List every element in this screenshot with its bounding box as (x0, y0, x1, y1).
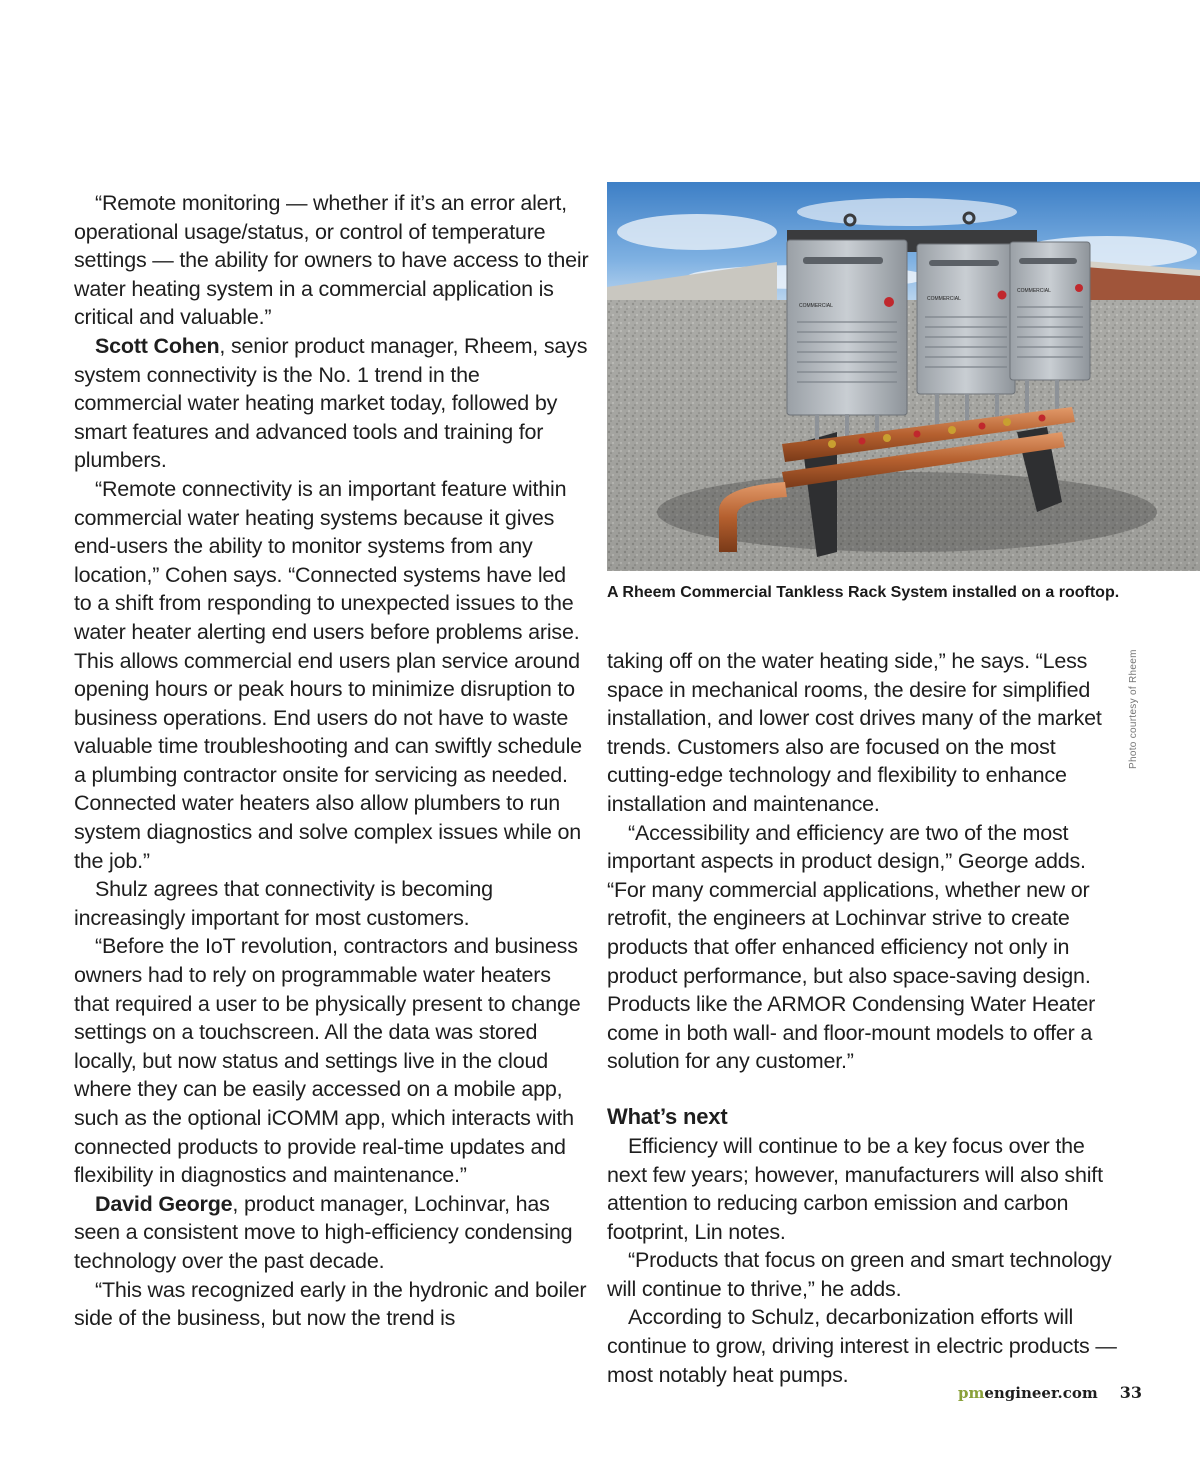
water-heater-unit (787, 240, 907, 415)
rack-system-illustration (607, 182, 1200, 571)
site-url-prefix: pm (957, 1384, 985, 1402)
page-number: 33 (1119, 1383, 1142, 1402)
paragraph: “Remote connectivity is an important feature within commercial water heating systems because it gives end-users the ability to monitor systems from any location,” Cohen says. “Connected systems have led to a shift from responding to unexpected issues to the water heater alerting end users before problems arise. This allows commercial end users plan service around opening hours or peak hours to minimize disruption to business operations. End users do not have to waste valuable time troubleshooting and can swiftly schedule a plumbing contractor onsite for servicing as needed. Connected water heaters also allow plumbers to run system diagnostics and solve complex issues while on the job.” (74, 476, 582, 873)
paragraph-text: , product manager, Lochinvar, has seen a consistent move to high-efficiency condensing technology over the past decade. (74, 1191, 573, 1273)
page-footer (880, 1383, 1142, 1402)
photo-caption: A Rheem Commercial Tankless Rack System installed on a rooftop. (607, 584, 1120, 601)
paragraph: According to Schulz, decarbonization efforts will continue to grow, driving interest in electric products — most notably heat pumps. (607, 1305, 1117, 1387)
water-heater-unit (1010, 242, 1090, 380)
paragraph: Shulz agrees that connectivity is becoming increasingly important for most customers. (74, 877, 493, 930)
paragraph: “Remote monitoring — whether if it’s an error alert, operational usage/status, or control of temperature settings — the ability for owners to have access to their water heating system in a commercial application is critical and valuable.” (74, 191, 589, 330)
svg-text:COMMERCIAL: COMMERCIAL (927, 296, 961, 302)
paragraph: “Before the IoT revolution, contractors and business owners had to rely on programmable water heaters that required a user to be physically present to change settings on a touchscreen. All the data was stored locally, but now status and settings live in the cloud where they can be easily accessed on a mobile app, such as the optional iCOMM app, which interacts with connected products to provide real-time updates and flexibility in diagnostics and maintenance.” (74, 934, 581, 1188)
photo-credit: Photo courtesy of Rheem (1128, 649, 1139, 769)
site-url-suffix: engineer.com (984, 1384, 1098, 1402)
paragraph: “Accessibility and efficiency are two of the most important aspects in product design,” George adds. “For many commercial applications, whether new or retrofit, the engineers at Lochinvar strive to create products that offer enhanced efficiency not only in product performance, but also space-saving design. Products like the ARMOR Condensing Water Heater come in both wall- and floor-mount models to offer a solution for any customer.” (607, 820, 1096, 1074)
paragraph-text: , senior product manager, Rheem, says system connectivity is the No. 1 trend in the commercial water heating market today, followed by smart features and advanced tools and training for plumbers. (74, 333, 588, 473)
paragraph: taking off on the water heating side,” he says. “Less space in mechanical rooms, the desire for simplified installation, and lower cost drives many of the market trends. Customers also are focused on the most cutting-edge technology and flexibility to enhance installation and maintenance. (607, 649, 1102, 816)
paragraph (74, 1190, 589, 1276)
paragraph: “Products that focus on green and smart technology will continue to thrive,” he adds. (607, 1248, 1112, 1301)
site-url (958, 1384, 1098, 1402)
left-column (74, 189, 589, 1333)
person-name: David George (95, 1191, 233, 1216)
paragraph: “This was recognized early in the hydronic and boiler side of the business, but now the trend is (74, 1277, 587, 1331)
product-photo (607, 182, 1200, 571)
right-column (607, 647, 1119, 1389)
section-heading: What’s next (607, 1103, 728, 1129)
paragraph: Efficiency will continue to be a key focus over the next few years; however, manufacturers will also shift attention to reducing carbon emission and carbon footprint, Lin notes. (607, 1133, 1103, 1244)
svg-text:COMMERCIAL: COMMERCIAL (1017, 288, 1051, 294)
water-heater-unit (917, 244, 1015, 394)
person-name: Scott Cohen (95, 333, 220, 358)
svg-text:COMMERCIAL: COMMERCIAL (799, 303, 833, 309)
paragraph (74, 332, 589, 475)
